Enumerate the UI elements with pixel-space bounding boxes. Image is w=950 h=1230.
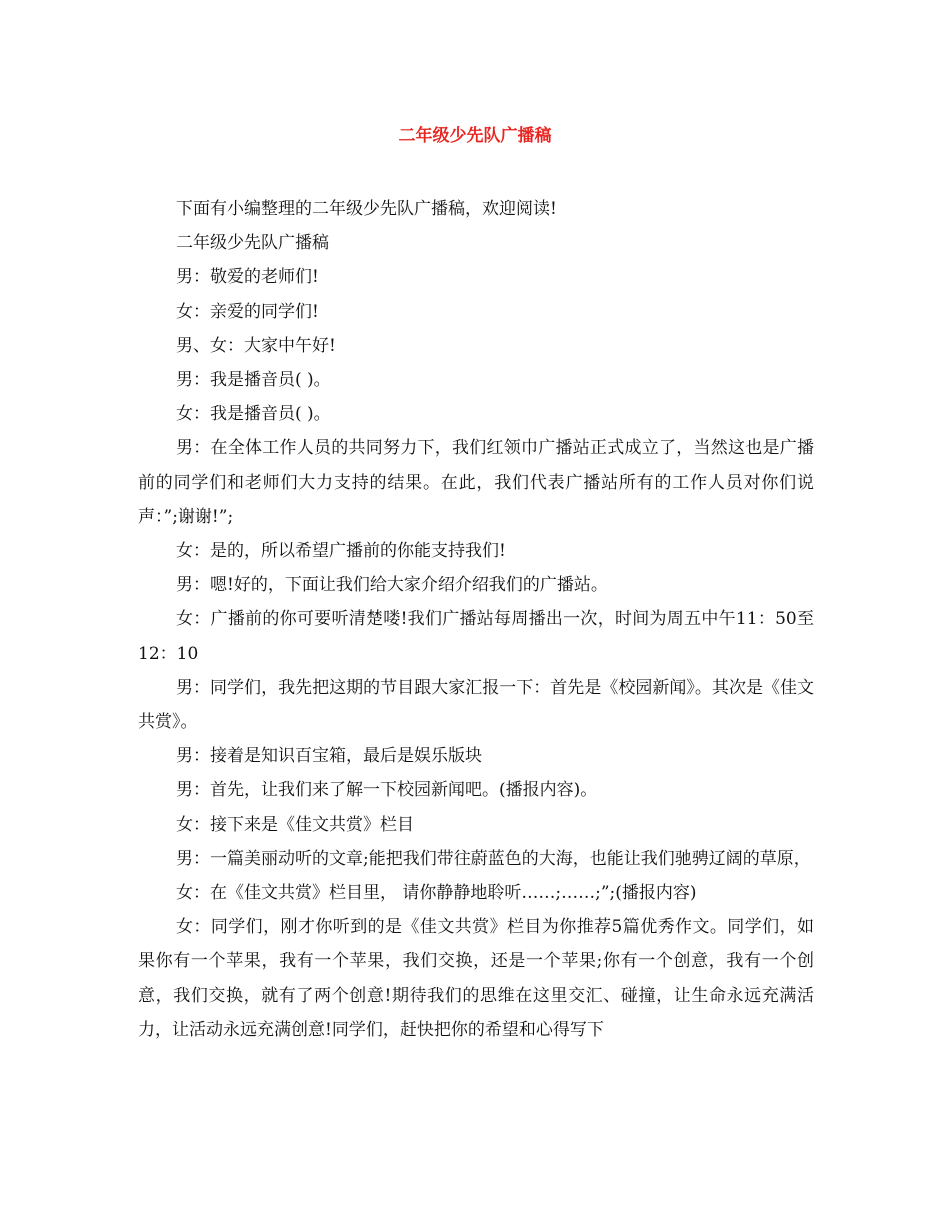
document-body [138,192,814,1047]
paragraph: 女：亲爱的同学们! [176,301,319,322]
paragraph: 下面有小编整理的二年级少先队广播稿，欢迎阅读! [176,199,557,219]
paragraph: 女：广播前的你可要听清楚喽!我们广播站每周播出一次，时间为周五中午11：50至12：10 [138,609,814,664]
paragraph: 男：接着是知识百宝箱，最后是娱乐版块 [176,746,482,767]
paragraph: 男：嗯!好的，下面让我们给大家介绍介绍我们的广播站。 [176,575,608,596]
paragraph: 男：我是播音员( )。 [176,370,331,391]
paragraph: 女：在《佳文共赏》栏目里， 请你静静地聆听……;……;”;(播报内容) [176,883,697,904]
document-title: 二年级少先队广播稿 [398,126,552,146]
paragraph: 男：一篇美丽动听的文章;能把我们带往蔚蓝色的大海，也能让我们驰骋辽阔的草原， [176,848,811,869]
paragraph: 男、女：大家中午好! [176,335,336,356]
paragraph: 女：接下来是《佳文共赏》栏目 [176,814,414,835]
paragraph: 男：在全体工作人员的共同努力下，我们红领巾广播站正式成立了，当然这也是广播前的同学们和老师们大力支持的结果。在此，我们代表广播站所有的工作人员对你们说声：”;谢谢!”; [138,438,814,527]
paragraph: 女：我是播音员( )。 [176,404,331,425]
paragraph: 男：同学们，我先把这期的节目跟大家汇报一下：首先是《校园新闻》。其次是《佳文共赏》。 [138,677,814,733]
paragraph: 女：是的，所以希望广播前的你能支持我们! [176,541,506,562]
paragraph: 男：敬爱的老师们! [176,267,319,288]
paragraph: 女：同学们，刚才你听到的是《佳文共赏》栏目为你推荐5篇优秀作文。同学们，如果你有一个苹果，我有一个苹果，我们交换，还是一个苹果;你有一个创意，我有一个创意，我们交换，就有了两个创意!期待我们的思维在这里交汇、碰撞，让生命永远充满活力，让活动永远充满创意!同学们，赶快把你的希望和心得写下 [138,917,814,1040]
paragraph: 二年级少先队广播稿 [176,233,329,254]
paragraph: 男：首先，让我们来了解一下校园新闻吧。(播报内容)。 [176,780,598,801]
